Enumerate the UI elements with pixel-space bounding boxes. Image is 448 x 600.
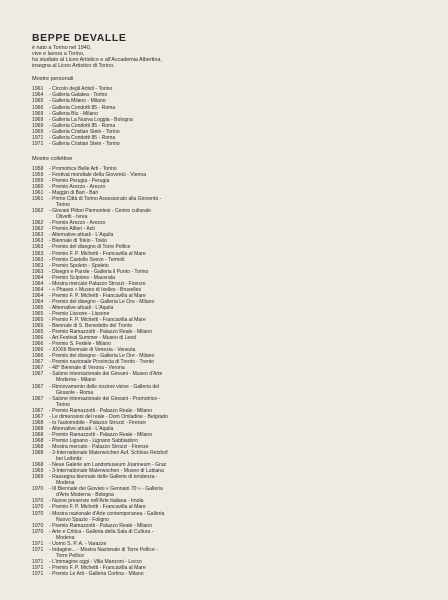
exhibition-text: - Premio nazionale Provincia di Trento - Trento [49,359,155,366]
exhibition-text: - Galleria La Nuova Loggia - Bologna [49,116,133,123]
exhibition-text: - L'immagine oggi - Villa Manzoni - Lecco [49,558,142,565]
exhibition-page [32,32,428,577]
exhibition-text: Moderna - Milano [56,377,96,384]
exhibition-text: - Nuove presenze nell'Arte italiana - Imola [49,498,144,505]
exhibition-text: Nuovo Spazio - Foligno [56,516,109,523]
exhibition-year: 1960 [32,183,44,190]
exhibition-year: 1971 [32,570,44,577]
exhibition-text: - Le dimensioni del reale - Dom Omladine - Belgrado [49,413,168,420]
exhibition-text: - Premio Arezzo - Arezzo [49,183,106,190]
exhibition-text: - Salone internazionale dei Giovani - Museo d'Arte [49,371,163,378]
exhibition-year: 1964 [32,274,44,281]
personal-exhibitions-list [32,86,428,146]
exhibition-year: 1968 [32,462,44,469]
exhibition-text: - Premio Ramazzotti - Palazzo Reale - Milano [49,522,153,529]
exhibition-text: - Maggio di Bari - Bari [49,190,99,197]
exhibition-text: - Rassegna biennale delle Gallerie di tendenza - [49,474,158,481]
exhibition-year: 1961 [32,196,44,203]
exhibition-text: - Galleria Cristian Stein - Torino [49,140,120,147]
exhibition-text: - Biennale di Tokio - Tokio [49,238,107,245]
exhibition-text: - Premio Lignano - Lignano Sabbiadoro [49,437,138,444]
exhibition-year: 1970 [32,486,44,493]
exhibition-text: Modena [56,480,75,487]
exhibition-text: - Indagine... - Mostra Nazionale di Torre Pellice - [49,546,158,553]
exhibition-year: 1968 [32,419,44,426]
exhibition-text: - Premio F. P. Michetti - Francavilla al Mare [49,564,146,571]
exhibition-text: - Galleria Blu - Milano [49,110,98,117]
exhibition-year: 1963 [32,238,44,245]
exhibition-year: 1963 [32,232,44,239]
exhibition-year: 1969 [32,474,44,481]
exhibition-year: 1959 [32,177,44,184]
exhibition-year: 1971 [32,546,44,553]
exhibition-text: - Salone internazionale dei Giovani - Promotrice - [49,395,161,402]
exhibition-text: - Premio Ramazzotti - Palazzo Reale - Milano [49,407,153,414]
exhibition-year: 1962 [32,220,44,227]
exhibition-text: - Premio del disegno - Galleria Le Ore - Milano [49,298,155,305]
exhibition-text: - Mostra mercato Palazzo Strozzi - Firenze [49,280,146,287]
collective-exhibitions-heading: Mostre collettive [32,155,73,162]
exhibition-text: Girasole - Roma [56,389,94,396]
bio-line: è nato a Torino nel 1940, [32,45,92,51]
exhibition-year: 1967 [32,413,44,420]
personal-exhibitions-heading: Mostre personali [32,76,74,83]
exhibition-year: 1963 [32,250,44,257]
exhibition-year: 1970 [32,504,44,511]
exhibition-text: - Alternative attuali - L'Aquila [49,304,114,311]
exhibition-year: 1965 [32,98,44,105]
exhibition-text: - Giovani Pittori Piemontesi - Centro culturale [49,208,151,215]
exhibition-year: 1965 [32,317,44,324]
exhibition-text: - Premio Ramazzotti - Palazzo Reale - Milano [49,329,153,336]
exhibition-text: d'Arte Moderna - Bologna [56,492,114,499]
exhibition-year: 1967 [32,395,44,402]
exhibition-year: 1964 [32,280,44,287]
exhibition-text: - Premio del disegno di Torre Pellice [49,244,131,251]
collective-exhibitions-list [32,166,428,577]
exhibition-text: - 48° Biennale di Verona - Verona [49,365,125,372]
exhibition-text: - Biennale di S. Benedetto del Tronto [49,323,133,330]
exhibition-year: 1961 [32,86,44,93]
exhibition-text: Torino [56,401,70,408]
exhibition-year: 1964 [32,292,44,299]
exhibition-year: 1966 [32,341,44,348]
exhibition-text: Torino [56,202,70,209]
exhibition-year: 1964 [32,286,44,293]
exhibition-text: - Alternative attuali - L'Aquila [49,232,114,239]
exhibition-text: - Mostra mercato - Palazzo Strozzi - Firenze [49,444,149,450]
exhibition-text: - 3-Internationale Malerwochen Auf. Schloss Retzhof [49,450,168,457]
exhibition-year: 1968 [32,425,44,432]
exhibition-year: 1971 [32,140,44,147]
exhibition-text: - Premio F. P. Michetti - Francavilla al Mare [49,250,146,257]
exhibition-text: - Galleria Condotti 85 - Roma [49,122,116,129]
exhibition-text: - Galleria Milano - Milano [49,98,106,105]
exhibition-year: 1964 [32,298,44,305]
bio-line: insegna al Liceo Artistico di Torino. [32,63,115,70]
exhibition-text: - Art Festival Summer - Museo di Leed [49,335,136,342]
exhibition-year: 1966 [32,353,44,360]
exhibition-year: 1971 [32,134,44,141]
exhibition-year: 1967 [32,371,44,378]
exhibition-text: - Galleria Condotti 85 - Roma [49,134,116,141]
exhibition-year: 1968 [32,437,44,444]
exhibition-year: 1969 [32,110,44,117]
exhibition-year: 1969 [32,116,44,123]
exhibition-text: - Premio Lissone - Lissone [49,310,110,317]
exhibition-text: - Premio Spoleto - Spoleto [49,262,109,269]
exhibition-text: - Premio Le Arti - Galleria Cortina - Milano [49,570,144,577]
exhibition-text: - Mostra nazionale d'Arte contemporanea - Galleria [49,510,165,517]
exhibition-text: - Galleria Condotti 85 - Roma [49,104,116,111]
exhibition-year: 1970 [32,528,44,535]
exhibition-text: - Primo Città di Torino Assessorato alla Gioventù - [49,196,162,203]
exhibition-text: - Disegni e Parole - Galleria il Punto - Torino [49,268,149,275]
exhibition-year: 1965 [32,329,44,336]
exhibition-text: - Premio del disegno - Galleria Le Ore - Milano [49,353,155,360]
exhibition-text: - Premio Alfieri - Asti [49,226,95,233]
exhibition-year: 1961 [32,190,44,197]
exhibition-year: 1970 [32,498,44,505]
bio-line: ha studiato al Liceo Artistico e all'Accademia Albertina, [32,57,162,64]
exhibition-text: bei Leibnitz [56,456,82,463]
exhibition-text: Olivetti - Ivrea [56,214,88,221]
exhibition-text: - Premio F. P. Michetti - Francavilla al Mare [49,292,146,299]
exhibition-text: - « Phases » Museo di Ixelles - Bruxelles [49,286,142,293]
exhibition-text: - Galleria Galatea - Torino [49,92,108,99]
bio-line: vive e lavora a Torino, [32,51,85,58]
exhibition-text: - Rinnovamento delle nozioni visive - Galleria del [49,383,160,390]
exhibition-year: 1967 [32,359,44,366]
exhibition-year: 1968 [32,444,44,450]
exhibition-text: - Premio Scipione - Macerata [49,274,115,281]
exhibition-text: - XXXIII Biennale di Venezia - Venezia [49,347,136,354]
exhibition-year: 1971 [32,558,44,565]
exhibition-year: 1965 [32,304,44,311]
exhibition-year: 1965 [32,323,44,330]
exhibition-text: - Arte e Critica - Galleria della Sala di Cultura - [49,528,154,535]
exhibition-text: - Uomo S. P. A. - Varazze [49,540,107,547]
exhibition-text: - Circolo degli Artisti - Torino [49,86,113,93]
exhibition-text: - Festival mondiale della Gioventù - Vienna [49,171,147,178]
exhibition-year: 1971 [32,540,44,547]
exhibition-year: 1967 [32,365,44,372]
exhibition-year: 1968 [32,431,44,438]
exhibition-entry [32,571,428,577]
exhibition-text: Modena [56,534,75,541]
exhibition-year: 1962 [32,226,44,233]
exhibition-text: - Io l'automobile - Palazzo Strozzi - Firenze [49,419,146,426]
exhibition-year: 1969 [32,468,44,475]
exhibition-text: - Premio S. Fedele - Milano [49,341,111,348]
exhibition-text: Torre Pellice [56,552,85,559]
exhibition-year: 1964 [32,92,44,99]
exhibition-text: - III Biennale dei Giovani « Gennaio 70 » - Galleria [49,486,163,493]
artist-name: BEPPE DEVALLE [32,32,127,44]
exhibition-year: 1959 [32,171,44,178]
exhibition-text: - Premio Castello Svevo - Termoli [49,256,125,263]
exhibition-year: 1967 [32,383,44,390]
exhibition-year: 1968 [32,450,44,457]
exhibition-text: - Galleria Cristian Stein - Torino [49,128,120,135]
exhibition-text: - Premio Ramazzotti - Palazzo Reale - Milano [49,431,153,438]
exhibition-year: 1969 [32,128,44,135]
exhibition-year: 1963 [32,268,44,275]
exhibition-entry [32,141,428,147]
exhibition-text: - Premio F. P. Michetti - Francavilla al Mare [49,504,146,511]
exhibition-year: 1963 [32,244,44,251]
artist-bio [32,45,428,69]
exhibition-text: - Premio F. P. Michetti - Francavilla al Mare [49,317,146,324]
exhibition-text: - Neue Galerie am Landsmuseum Joanneum - Graz [49,462,167,469]
exhibition-text: - Alternative attuali - L'Aquila [49,425,114,432]
exhibition-year: 1969 [32,122,44,129]
exhibition-text: - Promotrice Belle Arti - Torino [49,165,117,172]
exhibition-text: - 3-Internationale Malerwochen - Museo di Lubiana [49,468,164,475]
exhibition-year: 1966 [32,347,44,354]
exhibition-year: 1963 [32,262,44,269]
exhibition-year: 1971 [32,564,44,571]
exhibition-year: 1970 [32,510,44,517]
exhibition-year: 1962 [32,208,44,215]
exhibition-year: 1967 [32,407,44,414]
exhibition-text: - Premio Perugia - Perugia [49,177,110,184]
exhibition-year: 1965 [32,310,44,317]
exhibition-text: - Premio Arezzo - Arezzo [49,220,106,227]
exhibition-year: 1966 [32,335,44,342]
exhibition-year: 1958 [32,165,44,172]
exhibition-year: 1963 [32,256,44,263]
exhibition-year: 1966 [32,104,44,111]
exhibition-year: 1970 [32,522,44,529]
